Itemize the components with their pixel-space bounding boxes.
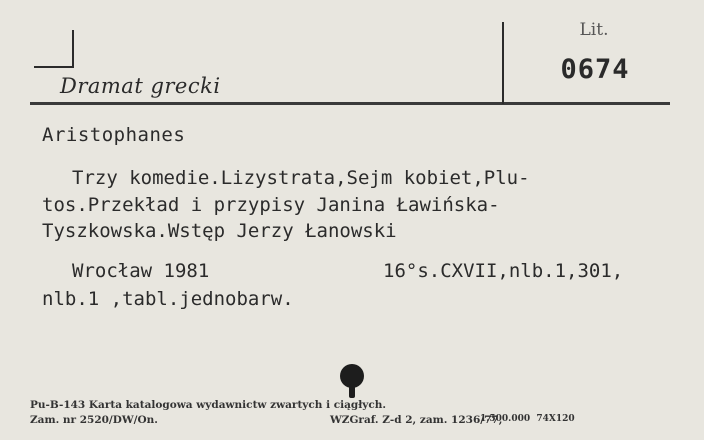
footer-order-number: Zam. nr 2520/DW/On. — [30, 414, 158, 426]
title-line-1: Trzy komedie.Lizystrata,Sejm kobiet,Plu- — [72, 167, 530, 189]
punch-hole — [340, 364, 364, 388]
footer-line-1: Pu-B-143 Karta katalogowa wydawnictw zwartych i ciągłych. — [30, 399, 387, 411]
corner-mark — [34, 30, 74, 68]
imprint-format: 16°s.CXVII,nlb.1,301, — [383, 260, 624, 282]
footer-printer: WZGraf. Z-d 2, zam. 1236/77, — [330, 414, 503, 426]
title-line-2: tos.Przekład i przypisy Janina Ławińska- — [42, 194, 500, 216]
author: Aristophanes — [42, 124, 186, 146]
imprint-place-year: Wrocław 1981 — [72, 260, 210, 282]
shelf-number: 0674 — [560, 54, 630, 85]
category-label: Lit. — [579, 20, 609, 40]
subject-heading: Dramat grecki — [60, 74, 221, 98]
imprint-line-2: nlb.1 ,tabl.jednobarw. — [42, 288, 294, 310]
header-rule — [30, 102, 670, 105]
header-divider — [502, 22, 504, 104]
title-line-3: Tyszkowska.Wstęp Jerzy Łanowski — [42, 220, 397, 242]
footer-print-run: 1.500.000 74X120 — [480, 414, 575, 424]
